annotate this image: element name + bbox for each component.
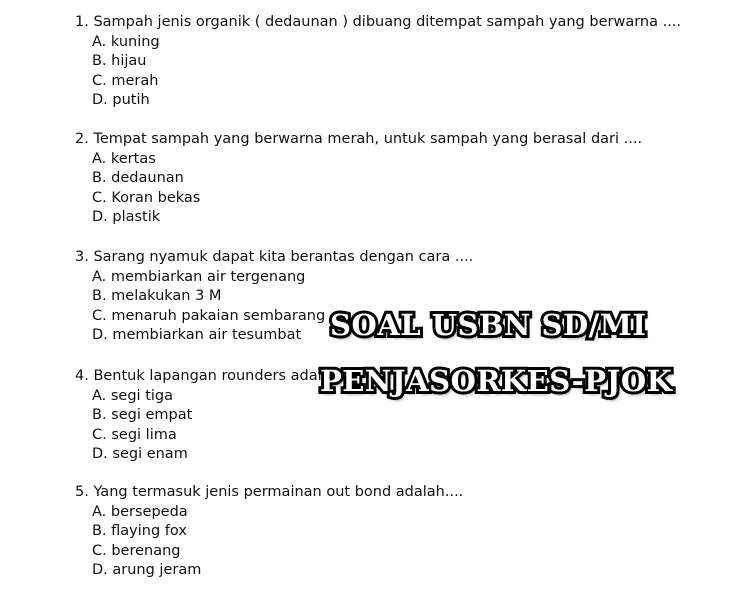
answer-option-d: D. membiarkan air tesumbat bbox=[92, 327, 302, 344]
answer-option-c: C. segi lima bbox=[92, 426, 177, 443]
question-1 bbox=[0, 13, 733, 111]
answer-option-d: D. plastik bbox=[92, 209, 161, 226]
answer-option-a: A. kuning bbox=[92, 33, 160, 50]
answer-option-d: D. arung jeram bbox=[92, 562, 202, 579]
question-stem: 5. Yang termasuk jenis permainan out bond adalah.... bbox=[75, 484, 464, 500]
question-3 bbox=[0, 248, 733, 346]
question-stem: 1. Sampah jenis organik ( dedaunan ) dibuang ditempat sampah yang berwarna .... bbox=[75, 14, 682, 30]
answer-option-c: C. Koran bekas bbox=[92, 189, 201, 206]
answer-option-b: B. segi empat bbox=[92, 407, 193, 424]
question-stem: 3. Sarang nyamuk dapat kita berantas dengan cara .... bbox=[75, 249, 474, 265]
question-4 bbox=[0, 367, 733, 465]
answer-option-c: C. berenang bbox=[92, 542, 181, 559]
answer-option-a: A. bersepeda bbox=[92, 503, 188, 520]
answer-option-b: B. dedaunan bbox=[92, 170, 184, 187]
answer-option-c: C. merah bbox=[92, 72, 159, 89]
answer-option-a: A. membiarkan air tergenang bbox=[92, 268, 306, 285]
answer-option-d: D. segi enam bbox=[92, 446, 188, 463]
answer-option-b: B. hijau bbox=[92, 53, 147, 70]
answer-option-b: B. flaying fox bbox=[92, 523, 187, 540]
question-2 bbox=[0, 130, 733, 228]
answer-option-a: A. kertas bbox=[92, 150, 156, 167]
answer-option-a: A. segi tiga bbox=[92, 387, 174, 404]
answer-option-d: D. putih bbox=[92, 92, 150, 109]
question-stem: 2. Tempat sampah yang berwarna merah, untuk sampah yang berasal dari .... bbox=[75, 131, 643, 147]
answer-option-b: B. melakukan 3 M bbox=[92, 288, 222, 305]
question-5 bbox=[0, 483, 733, 581]
question-stem: 4. Bentuk lapangan rounders adala bbox=[75, 368, 331, 384]
watermark-subject-line: PENJASORKES-PJOK bbox=[320, 364, 673, 398]
answer-option-c: C. menaruh pakaian sembarang bbox=[92, 307, 326, 324]
watermark-title-line: SOAL USBN SD/MI bbox=[330, 308, 647, 342]
